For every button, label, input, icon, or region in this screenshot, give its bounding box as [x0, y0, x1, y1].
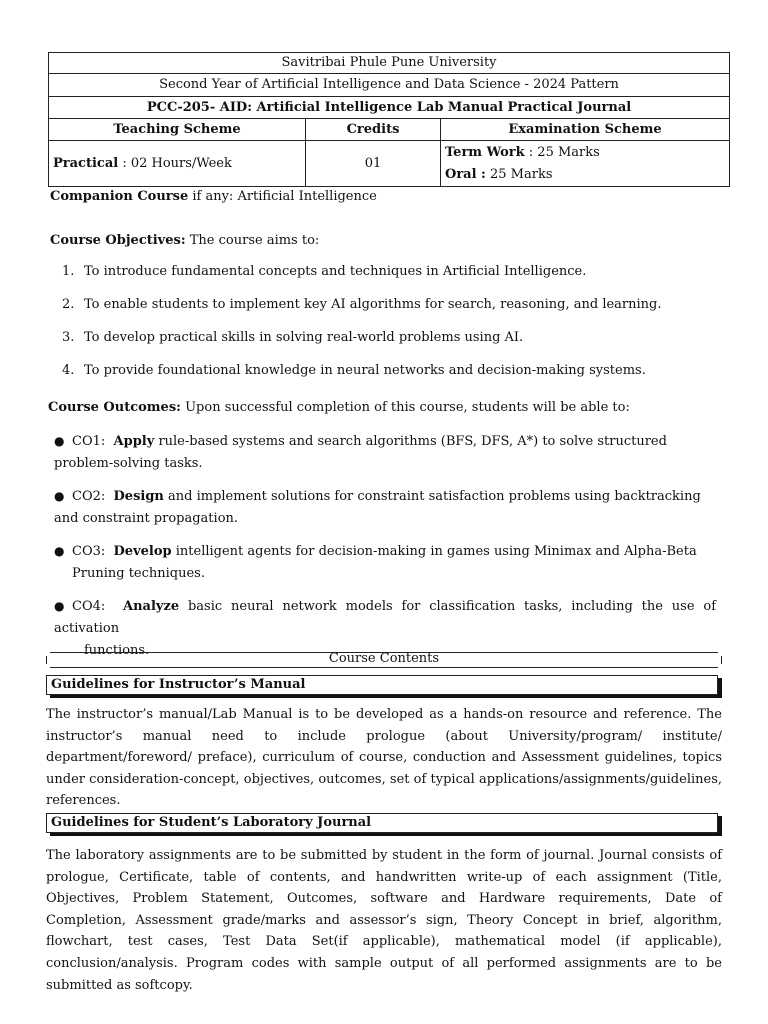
- practical-value: : 02 Hours/Week: [118, 156, 232, 171]
- oral-value: 25 Marks: [485, 166, 553, 182]
- credits-header: Credits: [306, 119, 441, 141]
- objectives-heading: [50, 233, 319, 248]
- year-pattern-line: Second Year of Artificial Intelligence and Data Science - 2024 Pattern: [49, 74, 730, 97]
- outcome-text-cont: Pruning techniques.: [72, 566, 205, 581]
- outcome-verb: Design: [113, 489, 164, 504]
- bullet-icon: ●: [54, 434, 65, 448]
- instructor-guidelines-text: The instructor’s manual/Lab Manual is to be developed as a hands-on resource and reference. The instructor’s manual need to include prologue (about University/program/ institute/ department/foreword/ preface), curriculum of course, conduction and Assessment guidelines, topics under consideration-concept, objectives, outcomes, set of typical applications/assignments/guidelines, references.: [46, 707, 722, 809]
- student-guidelines-heading: Guidelines for Student’s Laboratory Journal: [46, 813, 718, 833]
- instructor-guidelines-heading: Guidelines for Instructor’s Manual: [46, 675, 718, 695]
- item-text: To introduce fundamental concepts and techniques in Artificial Intelligence.: [84, 264, 587, 279]
- outcome-verb: Apply: [113, 434, 155, 449]
- outcome-text-cont: and constraint propagation.: [54, 511, 239, 526]
- objectives-list: [62, 262, 722, 394]
- outcome-code: CO2:: [72, 489, 106, 504]
- examination-scheme-header: Examination Scheme: [441, 119, 730, 141]
- outcome-verb: Develop: [113, 544, 172, 559]
- companion-label: Companion Course: [50, 189, 189, 204]
- outcome-text-cont: problem-solving tasks.: [54, 456, 203, 471]
- list-item: [62, 295, 722, 328]
- outcome-code: CO1:: [72, 434, 106, 449]
- companion-text: if any: Artificial Intelligence: [188, 189, 377, 204]
- list-item: [62, 361, 722, 394]
- item-text: To provide foundational knowledge in neural networks and decision-making systems.: [84, 363, 646, 378]
- bullet-icon: ●: [54, 544, 65, 558]
- outcome-co3: [54, 540, 716, 585]
- bullet-icon: ●: [54, 599, 65, 613]
- objectives-intro: The course aims to:: [185, 233, 320, 248]
- divider: [50, 667, 718, 668]
- companion-course: [50, 189, 377, 204]
- course-title: PCC-205- AID: Artificial Intelligence Lab Manual Practical Journal: [49, 97, 730, 119]
- outcome-text-cont: functions.: [84, 643, 150, 658]
- outcome-text: intelligent agents for decision-making in games using Minimax and Alpha-Beta: [175, 544, 697, 559]
- examination-scheme-cell: [441, 141, 730, 187]
- item-number: 1.: [62, 264, 75, 279]
- student-guidelines-text: The laboratory assignments are to be submitted by student in the form of journal. Journal consists of prologue, Certificate, table of contents, and handwritten write-up of each assignment (Title, Objectives, Problem Statement, Outcomes, software and Hardware requirements, Date of Completion, Assessment grade/marks and assessor’s sign, Theory Concept in brief, algorithm, flowchart, test cases, Test Data Set(if applicable), mathematical model (if applicable), conclusion/analysis. Program codes with sample output of all performed assignments are to be submitted as softcopy.: [46, 848, 722, 993]
- syllabus-header-table: [48, 52, 730, 187]
- outcome-code: CO4:: [72, 599, 106, 614]
- objectives-label: Course Objectives:: [50, 233, 186, 248]
- list-item: [62, 262, 722, 295]
- bullet-icon: ●: [54, 489, 65, 503]
- outcomes-heading: [48, 400, 630, 415]
- outcome-text: rule-based systems and search algorithms (BFS, DFS, A*) to solve structured: [158, 434, 667, 449]
- practical-label: Practical: [53, 156, 119, 171]
- outcome-text: basic neural network models for classification tasks, including the use of activation: [54, 599, 717, 636]
- course-contents-title: Course Contents: [328, 651, 440, 666]
- outcomes-intro: Upon successful completion of this course, students will be able to:: [180, 400, 630, 415]
- item-text: To develop practical skills in solving real-world problems using AI.: [84, 330, 524, 345]
- list-item: [62, 328, 722, 361]
- outcome-verb: Analyze: [123, 599, 180, 614]
- outcome-code: CO3:: [72, 544, 106, 559]
- course-contents-bar: [46, 651, 722, 667]
- university-name: Savitribai Phule Pune University: [49, 53, 730, 74]
- oral-label: Oral :: [445, 166, 486, 182]
- term-work-label: Term Work: [445, 144, 525, 160]
- item-number: 3.: [62, 330, 75, 345]
- item-number: 2.: [62, 297, 75, 312]
- teaching-scheme-header: Teaching Scheme: [49, 119, 306, 141]
- term-work-value: : 25 Marks: [524, 144, 600, 160]
- outcome-text: and implement solutions for constraint satisfaction problems using backtracking: [168, 489, 701, 504]
- item-number: 4.: [62, 363, 75, 378]
- credits-value: 01: [306, 141, 441, 187]
- teaching-scheme-cell: [49, 141, 306, 187]
- item-text: To enable students to implement key AI algorithms for search, reasoning, and learning.: [84, 297, 662, 312]
- outcomes-label: Course Outcomes:: [48, 400, 181, 415]
- outcome-co1: [54, 430, 716, 475]
- outcome-co2: [54, 485, 716, 530]
